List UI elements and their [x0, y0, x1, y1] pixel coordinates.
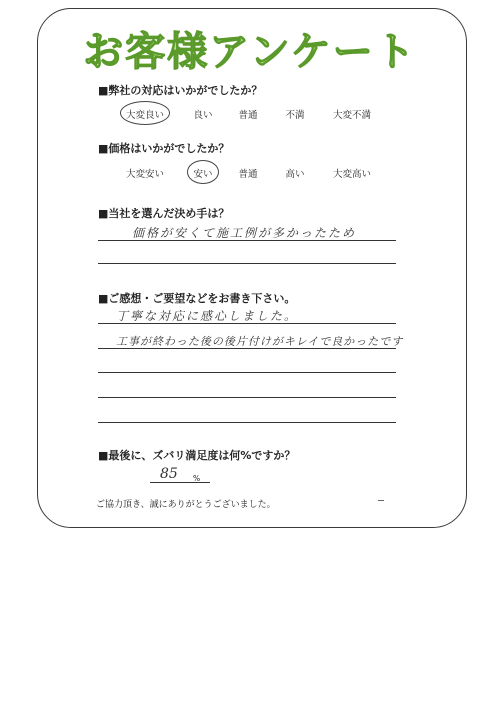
- answer-line: [98, 372, 396, 373]
- satisfaction-line: [150, 482, 210, 483]
- handwritten-answer: 工事が終わった後の後片付けがキレイで良かったです: [116, 335, 404, 348]
- option-label[interactable]: 大変良い: [125, 110, 165, 121]
- option-label[interactable]: 良い: [193, 110, 213, 121]
- option-label[interactable]: 大変不満: [332, 110, 372, 121]
- percent-unit: %: [193, 474, 201, 483]
- option-label[interactable]: 不満: [285, 110, 305, 121]
- answer-line: [98, 323, 396, 324]
- survey-title: お客様アンケート: [83, 29, 417, 75]
- question-reason: ■当社を選んだ決め手は？: [98, 207, 230, 220]
- option-label[interactable]: 大変高い: [332, 169, 372, 180]
- answer-line: [98, 397, 396, 398]
- service-options: [110, 107, 390, 123]
- option-label[interactable]: 普通: [238, 110, 258, 121]
- question-comments: ■ご感想・ご要望などをお書き下さい。: [98, 292, 296, 305]
- answer-line: [98, 240, 396, 241]
- satisfaction-value: 85: [160, 466, 178, 482]
- option-label[interactable]: 安い: [193, 169, 213, 180]
- option-label[interactable]: 高い: [285, 169, 305, 180]
- thank-you-note: ご協力頂き、誠にありがとうございました。: [96, 500, 276, 510]
- option-label[interactable]: 大変安い: [125, 169, 165, 180]
- answer-line: [98, 263, 396, 264]
- question-price: ■価格はいかがでしたか？: [98, 142, 230, 155]
- question-service: ■弊社の対応はいかがでしたか？: [98, 84, 263, 97]
- handwritten-answer: 価格が安くて施工例が多かったため: [132, 226, 357, 240]
- answer-line: [98, 422, 396, 423]
- price-options: [110, 166, 390, 182]
- handwritten-answer: 丁寧な対応に感心しました。: [116, 309, 299, 323]
- option-label[interactable]: 普通: [238, 169, 258, 180]
- answer-line: [98, 348, 396, 349]
- question-satisfaction: ■最後に、ズバリ満足度は何%ですか？: [98, 449, 296, 462]
- dash-mark: [378, 500, 384, 501]
